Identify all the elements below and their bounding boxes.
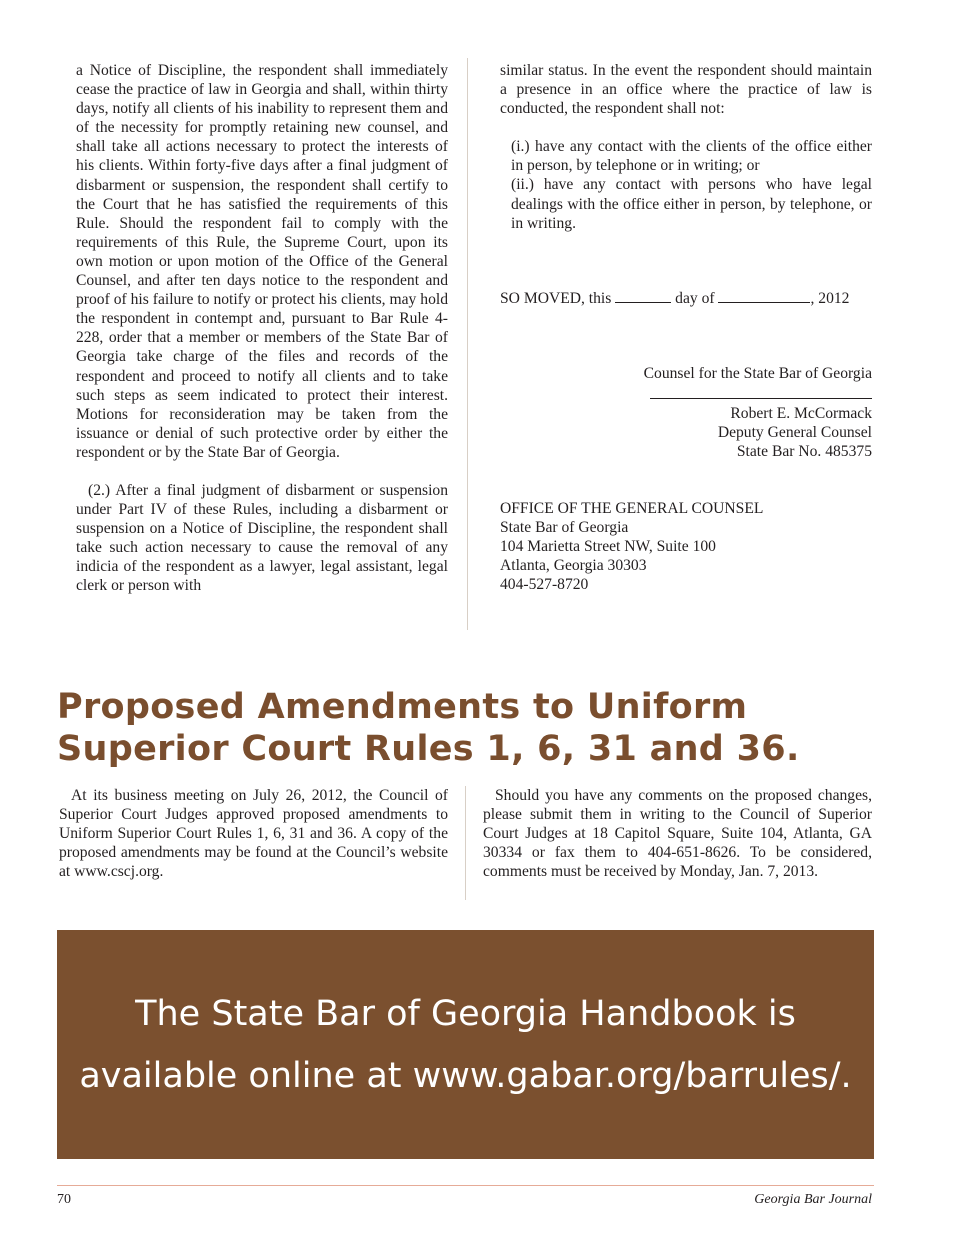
office-address — [500, 499, 872, 594]
amendments-right-column — [483, 786, 872, 881]
office-phone: 404-527-8720 — [500, 575, 589, 593]
column-divider-mid — [465, 786, 466, 900]
so-moved-mid: day of — [675, 289, 715, 307]
heading-line-2: Superior Court Rules 1, 6, 31 and 36. — [57, 729, 800, 769]
amendments-left-column — [59, 786, 448, 881]
section-heading — [57, 686, 897, 770]
rule-paragraph-continued: a Notice of Discipline, the respondent shall immediately cease the practice of law in Georgia and shall, within thirty days, notify all clients of his inability to represent them and of the necessity for promptly retaining new counsel, and shall take all actions necessary to protect the interests of his clients. Within forty-five days after a final judgment of disbarment or suspension, the respondent shall certify to the Court that he has satisfied the requirements of this Rule. Should the respondent fail to comply with the requirements of this Rule, the Supreme Court, upon its own motion or upon motion of the Office of the General Counsel, and after ten days notice to the respondent and proof of his failure to notify or protect his clients, may hold the respondent in contempt and, pursuant to Bar Rule 4-228, order that a member or members of the State Bar of Georgia take charge of the files and records of the respondent and proceed to notify all clients and to take such steps as seem indicated to protect their interest. Motions for reconsideration may be taken from the issuance or denial of such protective order by either the respondent or by the State Bar of Georgia. — [76, 62, 448, 461]
counsel-title: Counsel for the State Bar of Georgia — [643, 364, 872, 382]
signer-bar-number: State Bar No. 485375 — [736, 442, 872, 460]
banner-line-1: The State Bar of Georgia Handbook is — [135, 994, 796, 1034]
handbook-banner — [57, 930, 874, 1159]
list-item: (ii.) have any contact with persons who have legal dealings with the office either in person, by telephone, or in writing. — [511, 176, 872, 232]
left-column — [76, 61, 448, 596]
journal-name: Georgia Bar Journal — [754, 1192, 872, 1207]
office-city: Atlanta, Georgia 30303 — [500, 556, 647, 574]
banner-text — [57, 983, 874, 1107]
rule-paragraph-continued-right: similar status. In the event the respondent should maintain a presence in an office where the practice of law is conducted, the respondent shall not: — [500, 62, 872, 118]
signature-line — [650, 398, 872, 399]
column-divider-top — [467, 58, 468, 630]
so-moved-line — [500, 289, 872, 308]
signer-role: Deputy General Counsel — [717, 423, 872, 441]
amendments-paragraph: At its business meeting on July 26, 2012, the Council of Superior Court Judges approved proposed amendments to Uniform Superior Court Rules 1, 6, 31 and 36. A copy of the proposed amendments may be found at the Council’s website at www.cscj.org. — [59, 787, 448, 881]
office-org: State Bar of Georgia — [500, 518, 629, 536]
heading-line-1: Proposed Amendments to Uniform — [57, 687, 748, 727]
page-number: 70 — [57, 1192, 71, 1207]
so-moved-year: , 2012 — [810, 289, 850, 307]
signature-block — [500, 404, 872, 461]
prohibition-list — [500, 137, 872, 232]
banner-line-2: available online at www.gabar.org/barrules/. — [79, 1056, 852, 1096]
list-item: (i.) have any contact with the clients of the office either in person, by telephone or in writing; or — [511, 138, 872, 175]
right-column — [500, 61, 872, 594]
signer-name: Robert E. McCormack — [730, 404, 872, 422]
office-street: 104 Marietta Street NW, Suite 100 — [500, 537, 716, 555]
footer-rule — [57, 1185, 874, 1186]
comments-paragraph: Should you have any comments on the proposed changes, please submit them in writing to the Council of Superior Court Judges at 18 Capitol Square, Suite 104, Atlanta, GA 30334 or fax them to 404-651-8626. To be considered, comments must be received by Monday, Jan. 7, 2013. — [483, 787, 872, 881]
so-moved-prefix: SO MOVED, this — [500, 289, 612, 307]
day-blank — [615, 290, 671, 303]
office-name: OFFICE OF THE GENERAL COUNSEL — [500, 499, 764, 517]
month-blank — [718, 290, 810, 303]
rule-paragraph-2: (2.) After a final judgment of disbarment or suspension under Part IV of these Rules, including a disbarment or suspension on a Notice of Discipline, the respondent shall take such action necessary to cause the removal of any indicia of the respondent as a lawyer, legal assistant, legal clerk or person with — [76, 481, 448, 595]
